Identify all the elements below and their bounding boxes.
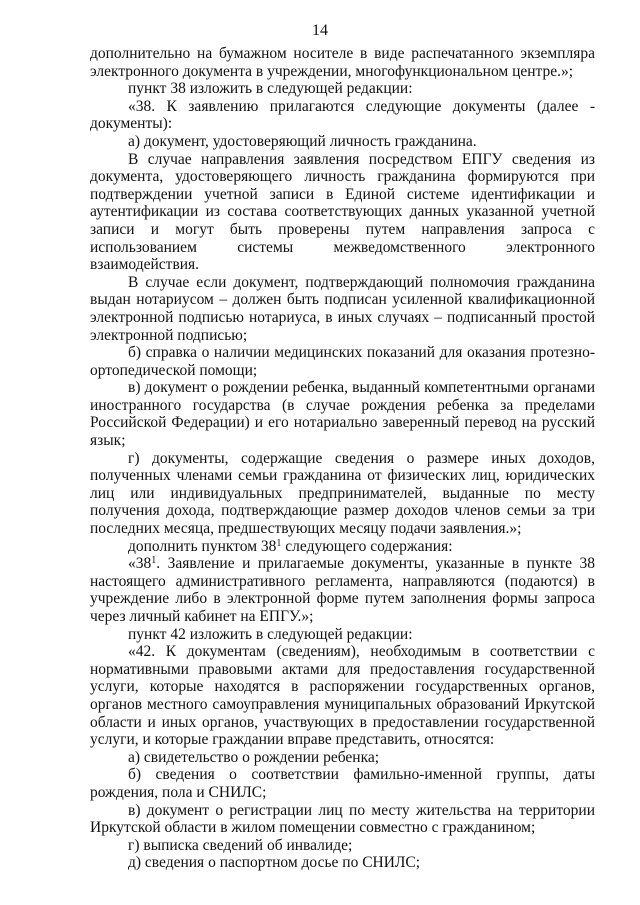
superscript: 1: [151, 555, 157, 567]
paragraph-text: . Заявление и прилагаемые документы, указанные в пункте 38 настоящего административного регламента, направляются (подаются) в учреждение либо в электронной форме путем заполнения формы запроса через личный кабинет на ЕПГУ.»;: [90, 555, 595, 625]
paragraph-text: дополнить пунктом 38: [128, 537, 277, 555]
paragraph: г) документы, содержащие сведения о размере иных доходов, полученных членами семьи гражданина от физических лиц, юридических лиц или индивидуальных предпринимателей, выданные по месту получения дохода, подтверждающие размер доходов членов семьи за три последних месяца, предшествующих месяцу подачи заявления.»;: [90, 449, 595, 538]
paragraph: пункт 38 изложить в следующей редакции:: [128, 80, 413, 98]
paragraph-text: следующего содержания:: [281, 537, 453, 555]
paragraph: в) документ о рождении ребенка, выданный компетентными органами иностранного государства (в случае рождения ребенка за пределами Российской Федерации) и его нотариально заверенный перевод на русский язык;: [90, 379, 595, 450]
paragraph: «38. К заявлению прилагаются следующие документы (далее - документы):: [90, 97, 595, 133]
superscript: 1: [276, 537, 282, 549]
paragraph: а) свидетельство о рождении ребенка;: [128, 748, 380, 766]
paragraph: [90, 555, 595, 625]
document-body: [90, 45, 595, 872]
paragraph: [90, 538, 595, 556]
paragraph: а) документ, удостоверяющий личность гражданина.: [128, 132, 477, 150]
paragraph: В случае направления заявления посредством ЕПГУ сведения из документа, удостоверяющего личность гражданина формируются при подтверждении учетной записи в Единой системе идентификации и аутентификации из состава соответствующих данных указанной учетной записи и могут быть проверены путем направления запроса с использованием системы межведомственного электронного взаимодействия.: [90, 150, 595, 274]
paragraph-text: «38: [128, 555, 152, 573]
paragraph: В случае если документ, подтверждающий полномочия гражданина выдан нотариусом – должен быть подписан усиленной квалификационной электронной подписью нотариуса, в иных случаях – подписанный простой электронной подписью;: [90, 273, 595, 344]
paragraph: б) справка о наличии медицинских показаний для оказания протезно-ортопедической помощи;: [90, 344, 595, 379]
paragraph: д) сведения о паспортном досье по СНИЛС;: [128, 854, 421, 872]
paragraph: б) сведения о соответствии фамильно-именной группы, даты рождения, пола и СНИЛС;: [90, 766, 595, 801]
paragraph: «42. К документам (сведениям), необходимым в соответствии с нормативными правовыми актами для предоставления государственной услуги, которые находятся в распоряжении государственных органов, органов местного самоуправления муниципальных образований Иркутской области и иных органов, участвующих в предоставлении государственной услуги, и которые граждании вправе представить, относятся:: [90, 643, 595, 749]
page-number: 14: [312, 22, 328, 39]
paragraph: г) выписка сведений об инвалиде;: [128, 836, 353, 854]
paragraph: дополнительно на бумажном носителе в виде распечатанного экземпляра электронного документа в учреждении, многофункциональном центре.»;: [90, 45, 595, 80]
paragraph: пункт 42 изложить в следующей редакции:: [128, 625, 413, 643]
paragraph: в) документ о регистрации лиц по месту жительства на территории Иркутской области в жилом помещении совместно с гражданином;: [90, 801, 595, 837]
